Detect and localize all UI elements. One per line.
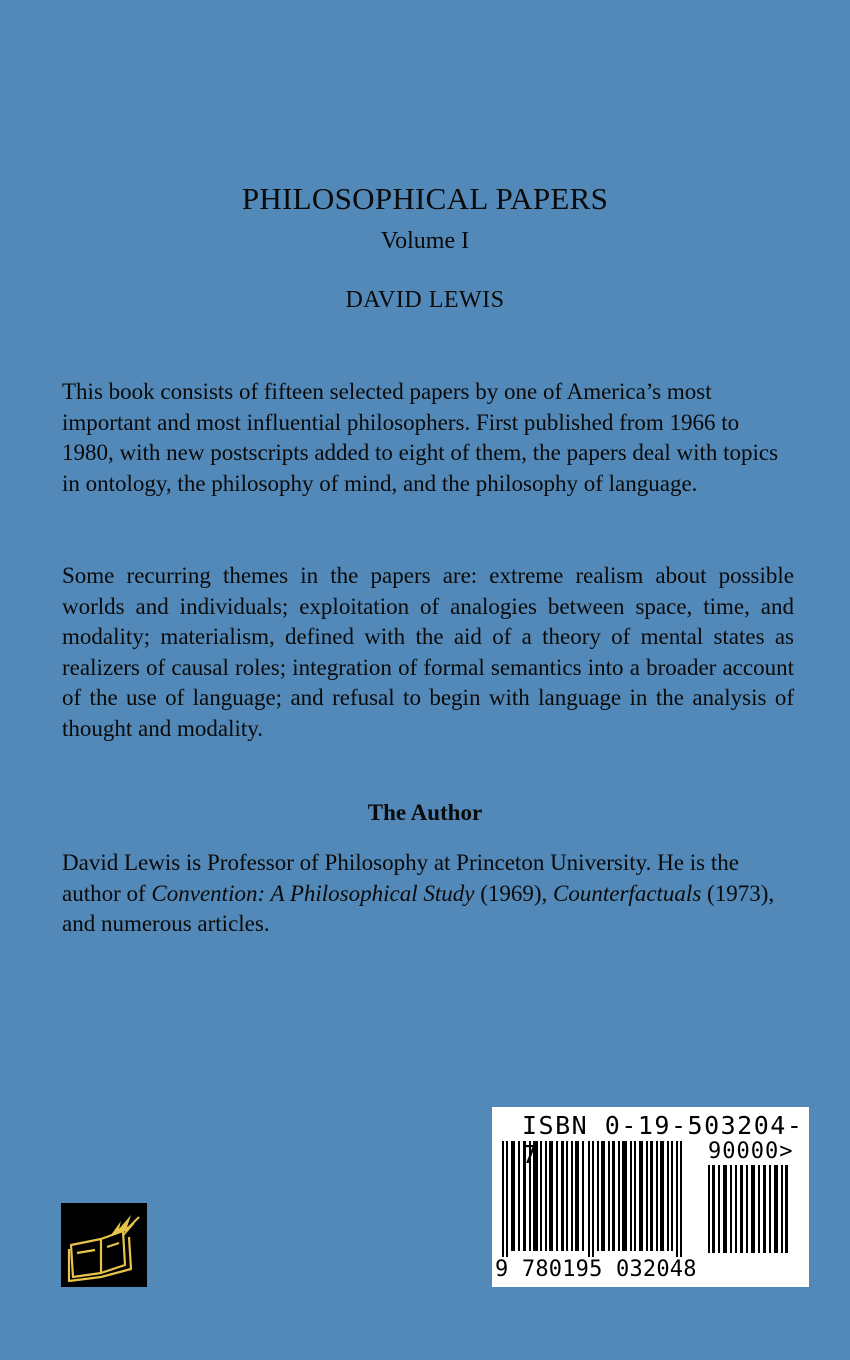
author-bio-ending: (1973), and numerous articles. — [62, 880, 775, 936]
isbn-barcode — [492, 1107, 809, 1287]
book-title-counterfactuals: Counterfactuals — [553, 880, 702, 906]
author-bio-text: David Lewis is Professor of Philosophy at Princeton University. He is the author of — [62, 850, 739, 906]
description-paragraph-2: Some recurring themes in the papers are: extreme realism about possible worlds and individuals; exploitation of analogies between space, time, and modality; materialism, defined with the aid of a theory of mental states as realizers of causal roles; integration of formal semantics into a broader account of the use of language; and refusal to begin with language in the analysis of thought and modality. — [62, 563, 794, 741]
barcode-bars-addon — [706, 1165, 790, 1253]
barcode-bars-main — [500, 1141, 696, 1257]
book-title-convention: Convention: A Philosophical Study — [151, 880, 475, 906]
isbn-label: ISBN 0-19-503204-7 — [522, 1111, 804, 1169]
author-name: DAVID LEWIS — [345, 287, 505, 313]
author-bio — [62, 848, 794, 940]
open-book-with-lightning-icon — [61, 1203, 147, 1287]
ean-digits: 9 780195 032048 — [495, 1257, 697, 1282]
about-author-heading: The Author — [367, 800, 483, 825]
description-paragraph-1: This book consists of fifteen selected papers by one of America’s most important and most influential philosophers. First published from 1966 to 1980, with new postscripts added to eight of them, the papers deal with topics in ontology, the philosophy of mind, and the philosophy of language. — [62, 379, 779, 496]
book-title: PHILOSOPHICAL PAPERS — [241, 181, 609, 216]
volume-label: Volume I — [380, 228, 470, 254]
book-year-convention: (1969), — [474, 880, 554, 906]
publisher-logo — [61, 1203, 147, 1287]
price-code: 90000> — [708, 1139, 794, 1164]
